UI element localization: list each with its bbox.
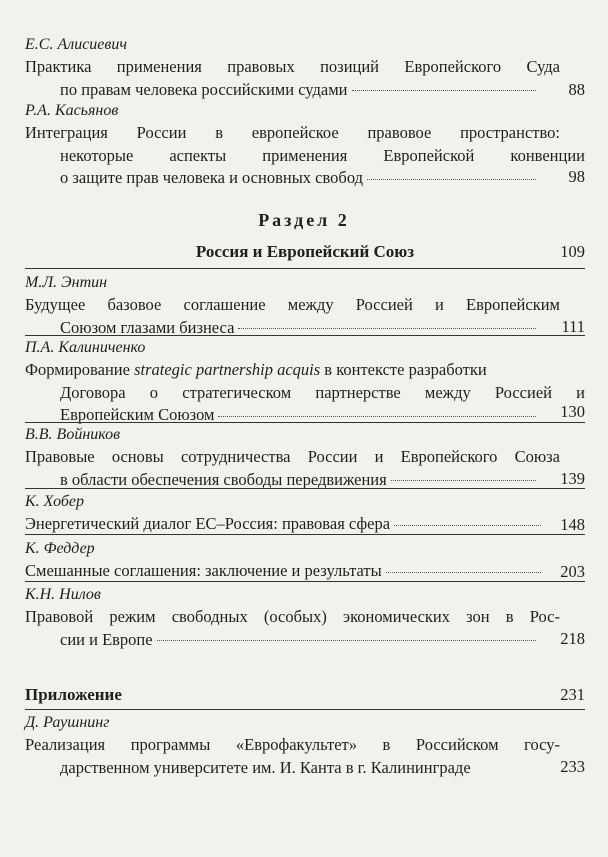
leader-dots — [352, 90, 536, 91]
section-page-number: 109 — [560, 242, 585, 261]
entry-divider — [25, 534, 585, 535]
entry-title-line — [25, 359, 585, 382]
entry-page-number: 148 — [560, 514, 585, 534]
entry-title-line: Интеграция России в европейское правовое пространство: — [25, 123, 560, 142]
entry-page-number: 88 — [568, 79, 585, 99]
entry-divider — [25, 488, 585, 489]
appendix-row — [25, 683, 585, 707]
entry-author: К. Феддер — [25, 540, 95, 557]
entry-divider — [25, 335, 585, 336]
toc-entry — [25, 712, 585, 778]
leader-dots — [394, 525, 541, 526]
section-label: Раздел 2 — [258, 210, 350, 230]
entry-title-text: о защите прав человека и основных свобод — [60, 168, 363, 187]
entry-page-number: 203 — [560, 561, 585, 581]
leader-dots — [238, 328, 536, 329]
entry-page-number: 130 — [560, 401, 585, 421]
entry-title-text: по правам человека российскими судами — [60, 79, 348, 99]
entry-author: В.В. Войников — [25, 426, 121, 443]
entry-title-line-last — [25, 167, 540, 190]
entry-author: К. Хобер — [25, 493, 85, 510]
entry-page-number: 233 — [560, 756, 585, 776]
toc-entry — [25, 34, 585, 101]
entry-title-line-last — [25, 560, 545, 583]
entry-title-line-last — [25, 629, 540, 652]
entry-title-text: Европейским Союзом — [60, 405, 215, 424]
entry-title-line-last — [25, 513, 545, 536]
appendix-page-number: 231 — [560, 685, 585, 704]
toc-entry — [25, 100, 585, 188]
entry-author: Р.А. Касьянов — [25, 102, 119, 119]
leader-dots — [218, 416, 536, 417]
entry-page-number: 98 — [568, 166, 585, 186]
toc-entry — [25, 538, 585, 583]
entry-title-line-last — [25, 79, 540, 102]
entry-title-text: дарственном университете им. И. Канта в г. Калининграде — [60, 757, 471, 777]
entry-title-line: Правовой режим свободных (особых) экономических зон в Рос- — [25, 607, 560, 626]
entry-title-line: Договора о стратегическом партнерстве между Россией и — [60, 382, 585, 402]
entry-title-text: Энергетический диалог ЕС–Россия: правовая сфера — [25, 514, 391, 533]
entry-title-text: Смешанные соглашения: заключение и результаты — [25, 561, 382, 580]
leader-dots — [386, 572, 541, 573]
entry-divider — [25, 422, 585, 423]
leader-dots — [367, 179, 536, 180]
entry-page-number: 139 — [560, 468, 585, 488]
appendix-divider — [25, 709, 585, 710]
toc-entry — [25, 272, 585, 338]
toc-entry — [25, 424, 585, 490]
section-title: Россия и Европейский Союз — [195, 242, 415, 261]
entry-title-line: Правовые основы сотрудничества России и Европейского Союза — [25, 447, 560, 466]
entry-page-number: 111 — [561, 316, 585, 336]
entry-author: П.А. Калиниченко — [25, 339, 146, 356]
entry-title-line: Будущее базовое соглашение между Россией и Европейским — [25, 295, 560, 314]
entry-author: М.Л. Энтин — [25, 274, 108, 291]
entry-title-text: Формирование strategic partnership acquis в контексте разработки — [25, 360, 487, 379]
toc-entry — [25, 337, 585, 423]
entry-title-line: Реализация программы «Еврофакультет» в Российском госу- — [25, 735, 560, 754]
leader-dots — [391, 480, 536, 481]
entry-divider — [25, 581, 585, 582]
entry-author: К.Н. Нилов — [25, 586, 101, 603]
entry-title-line: некоторые аспекты применения Европейской конвенции — [60, 145, 585, 165]
entry-title-line-last — [25, 757, 585, 780]
entry-author: Е.С. Алисиевич — [25, 36, 127, 53]
entry-author: Д. Раушнинг — [25, 714, 110, 731]
toc-entry — [25, 584, 585, 650]
leader-dots — [157, 640, 536, 641]
entry-title-text: сии и Европе — [60, 629, 153, 649]
section-divider — [25, 268, 585, 269]
entry-page-number: 218 — [560, 628, 585, 648]
section-title-row — [25, 240, 585, 264]
entry-title-text: в области обеспечения свободы передвижения — [60, 469, 387, 489]
appendix-title: Приложение — [25, 685, 122, 704]
toc-entry — [25, 491, 585, 536]
entry-title-text: Союзом глазами бизнеса — [60, 317, 235, 337]
entry-title-line: Практика применения правовых позиций Европейского Суда — [25, 57, 560, 76]
